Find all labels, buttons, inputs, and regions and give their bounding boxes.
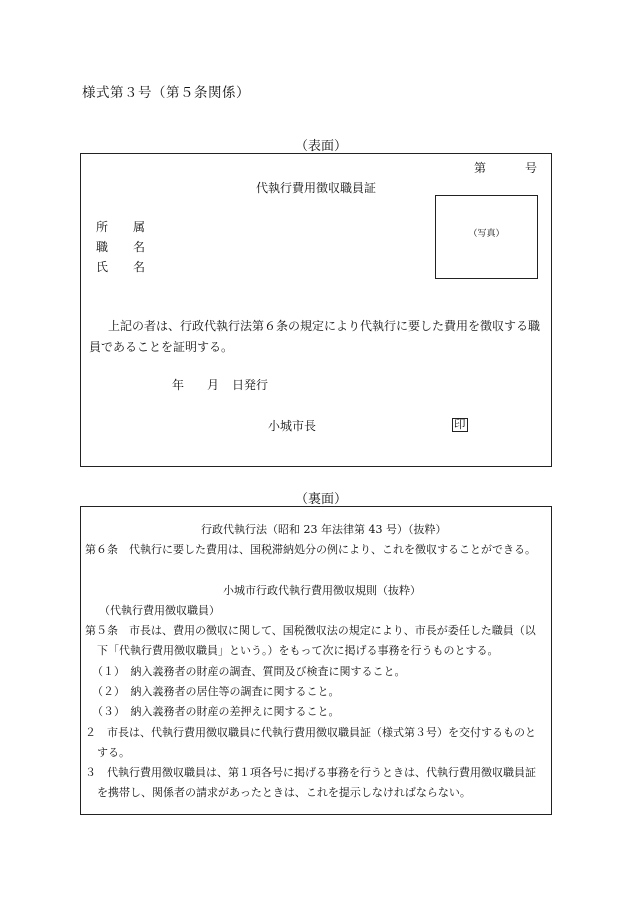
paragraph-2-line-2: する。	[97, 746, 130, 759]
number-go: 号	[525, 161, 538, 175]
paragraph-2-line-1: ２ 市長は、代執行費用徴収職員に代執行費用徴収職員証（様式第３号）を交付するものと	[85, 726, 536, 739]
front-section-label: （表面）	[295, 139, 348, 154]
date-year: 年	[172, 378, 185, 392]
back-card	[80, 506, 552, 815]
paragraph-3-line-2: を携帯し、関係者の請求があったときは、これを提示しなければならない。	[97, 786, 471, 799]
field-affiliation-c2: 属	[133, 220, 146, 234]
law-article-6: 第６条 代執行に要した費用は、国税滞納処分の例により、これを徴収することができる。	[85, 543, 536, 556]
issuer: 小城市長	[268, 419, 317, 433]
front-card	[80, 153, 552, 467]
field-name-c2: 名	[133, 260, 146, 274]
article-5-line-2: 下「代執行費用徴収職員」という。）をもって次に掲げる事務を行うものとする。	[97, 644, 499, 657]
statement-line-1: 上記の者は、行政代執行法第６条の規定により代執行に要した費用を徴収する職	[108, 319, 541, 333]
field-position-c1: 職	[96, 240, 109, 254]
rule-caption: （代執行費用徴収職員）	[99, 604, 220, 617]
card-title: 代執行費用徴収職員証	[256, 181, 377, 195]
article-5-line-1: 第５条 市長は、費用の徴収に関して、国税徴収法の規定により、市長が委任した職員（以	[85, 624, 536, 637]
photo-label: （写真）	[468, 229, 505, 239]
photo-box	[435, 195, 538, 279]
field-name-c1: 氏	[96, 260, 109, 274]
article-5-item-2: （２） 納入義務者の居住等の調査に関すること。	[92, 685, 340, 698]
statement-line-2: 員であることを証明する。	[89, 340, 234, 354]
law-title: 行政代執行法（昭和 23 年法律第 43 号）（抜粋）	[201, 523, 447, 536]
rule-title: 小城市行政代執行費用徴収規則（抜粋）	[223, 584, 421, 597]
number-dai: 第	[474, 161, 487, 175]
article-5-item-1: （１） 納入義務者の財産の調査、質問及び検査に関すること。	[92, 665, 406, 678]
date-month: 月	[207, 378, 220, 392]
article-5-item-3: （３） 納入義務者の財産の差押えに関すること。	[92, 705, 340, 718]
seal-mark: 印	[454, 417, 466, 431]
date-issued: 日発行	[232, 378, 269, 392]
field-position-c2: 名	[133, 240, 146, 254]
field-affiliation-c1: 所	[96, 220, 109, 234]
paragraph-3-line-1: ３ 代執行費用徴収職員は、第１項各号に掲げる事務を行うときは、代執行費用徴収職員証	[85, 766, 536, 779]
form-number: 様式第３号（第５条関係）	[82, 85, 250, 101]
back-section-label: （裏面）	[295, 492, 348, 507]
